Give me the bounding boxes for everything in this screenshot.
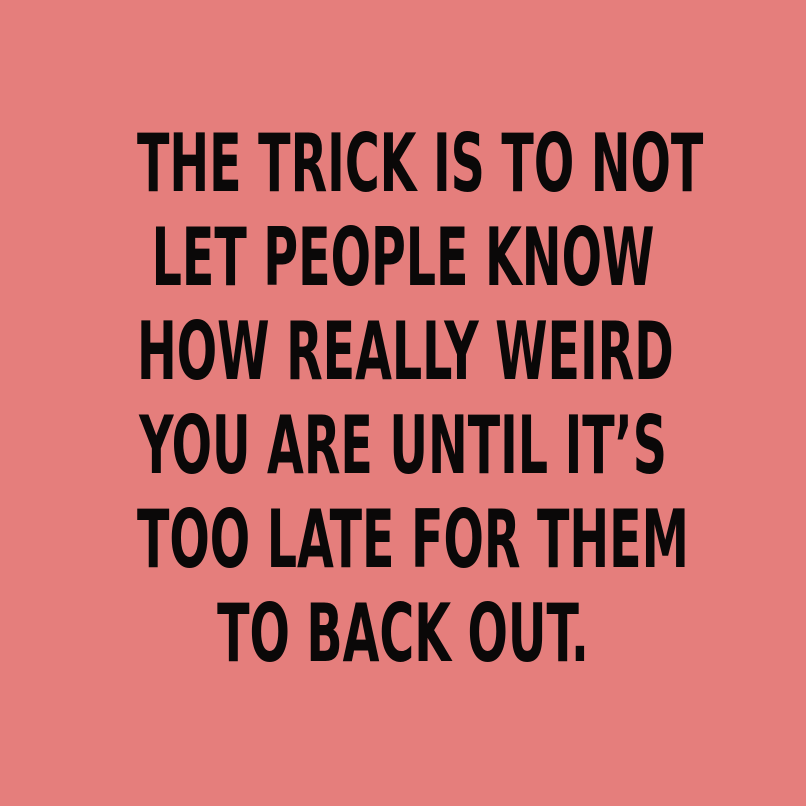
quote-text [0, 117, 806, 681]
quote-line-6: TO BACK OUT. [217, 587, 589, 680]
quote-line-3: HOW REALLY WEIRD [137, 305, 674, 398]
quote-line-4: YOU ARE UNTIL IT’S [139, 399, 667, 492]
quote-line-5: TOO LATE FOR THEM [137, 493, 689, 586]
quote-line-2: LET PEOPLE KNOW [151, 211, 655, 304]
quote-line-1: THE TRICK IS TO NOT [137, 117, 704, 210]
